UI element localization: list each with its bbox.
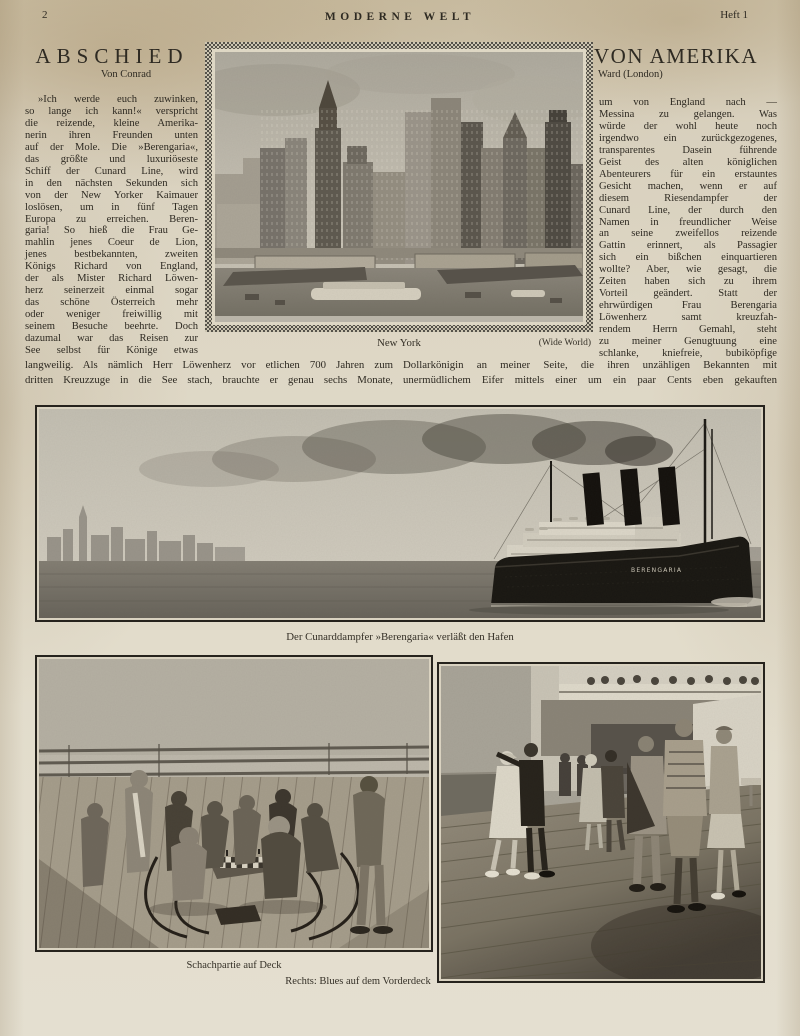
text-line: rendem Herrn Gemahl, steht [599,324,777,336]
text-line: dazumal war das Reisen zur [25,333,198,345]
new-york-photo [205,42,593,332]
berengaria-photo [35,405,765,622]
text-line: würde der wohl heute noch [599,120,777,132]
text-line: herz seinerzeit einmal sogar [25,285,198,297]
text-line: See selbst für Könige etwas [25,345,198,357]
text-line: irgendwo ein zurückgezogenes, [599,132,777,144]
text-line: oder weniger freiwillig mit [25,309,198,321]
text-line: schlanke, kniefreie, bubiköpfige [599,348,777,360]
text-line: Löwenherz samt kreuzfah- [599,312,777,324]
article-bottom-right [403,358,777,388]
text-line: auf der Mole. Die »Berengaria«, [25,141,198,153]
text-line: Zeiten haben sich zu ihrem [599,276,777,288]
text-line: um von England nach — [599,97,777,108]
berengaria-caption: Der Cunarddampfer »Berengaria« verläßt den Hafen [286,631,514,643]
text-line: dritten Kreuzzuge in die See stach, brauchte er genau sechs Monate, [25,374,393,387]
ship-hull-name: BERENGARIA [631,567,683,574]
text-line: das größte und luxuriöseste [25,153,198,165]
text-line: zu meiner Genugtuung eine [599,336,777,348]
chess-caption: Schachpartie auf Deck [186,960,282,971]
text-line: sich ein bißchen einquartieren [599,252,777,264]
text-line: Namen in freundlicher Weise [599,216,777,228]
text-line: nerin ihren Freunden unten [25,129,198,141]
text-line: mahlin jenes Coeur de Lion, [25,237,198,249]
text-line: unermüdlichem Eifer mittels einer um ein paar Cents eben gekauften [403,374,777,387]
text-line: Königs Richard von England, [25,261,198,273]
text-line: das schöne Österreich mehr [25,297,198,309]
text-line: loslösen, um in fünf Tagen [25,201,198,213]
text-line: von der New Yorker Kaimauer [25,189,198,201]
text-line: seinem Besuche beehrte. Doch [25,321,198,333]
text-line: Dollarkönigin an meiner Seite, die ihren unzähligen Bekannten mit [403,359,777,371]
text-line: Abenteurers für ein erstauntes [599,168,777,180]
new-york-credit: (Wide World) [538,338,591,348]
text-line: Messina zu gelangen. Was [599,108,777,120]
text-line: jenes bestbekannten, zweiten [25,249,198,261]
new-york-caption-row [205,337,593,353]
text-line: Gattin erinnert, als Passagier [599,240,777,252]
berengaria-ship-art [39,409,761,618]
text-line: »Ich werde euch zuwinken, [38,94,198,105]
article-byline-right: Ward (London) [598,69,663,80]
text-line: an seine zweifellos reizende [599,228,777,240]
text-line: der als Mister Richard Löwen- [25,273,198,285]
page-number: 2 [42,9,48,21]
dance-caption: Rechts: Blues auf dem Vorderdeck [285,976,431,987]
chess-photo [35,655,433,952]
text-line: Europa zu erreichen. Beren- [25,213,198,225]
text-line: Geist des alten königlichen [599,156,777,168]
new-york-photo-inner [212,49,586,325]
text-line: Vorteil geändert. Statt der [599,288,777,300]
issue-label: Heft 1 [720,9,748,21]
text-line: Schiff der Cunard Line, wird [25,165,198,177]
text-line: langweilig. Als nämlich Herr Löwenherz vor etlichen 700 Jahren zum [25,359,393,371]
text-line: Cunard Line, der durch den [599,204,777,216]
article-byline-left: Von Conrad [100,69,152,80]
new-york-skyline-art [215,52,583,316]
chess-deck-art [39,659,429,948]
text-line: in den nächsten Sekunden sich [25,177,198,189]
text-line: wollte? Aber, wie gesagt, die [599,264,777,276]
text-line: ehrwürdigen Frau Berengaria [599,300,777,312]
text-line: die reizende, kleine Amerika- [25,117,198,129]
article-title-left: ABSCHIED [35,44,189,68]
text-line: diesem Riesendampfer der [599,192,777,204]
text-line: so lange ich kann!« verspricht [25,105,198,117]
text-line: Gesicht machen, wenn er auf [599,180,777,192]
dance-photo [437,662,765,983]
text-line: garia! So hieß die Frau Ge- [25,225,198,237]
text-line: transparentes Dasein führende [599,144,777,156]
journal-title: MODERNE WELT [324,11,476,23]
article-column-left [25,94,198,357]
article-column-right [599,97,777,360]
article-bottom-left [25,358,393,388]
article-title-right: VON AMERIKA [594,44,759,68]
dance-deck-art [441,666,761,979]
new-york-caption: New York [377,337,421,349]
